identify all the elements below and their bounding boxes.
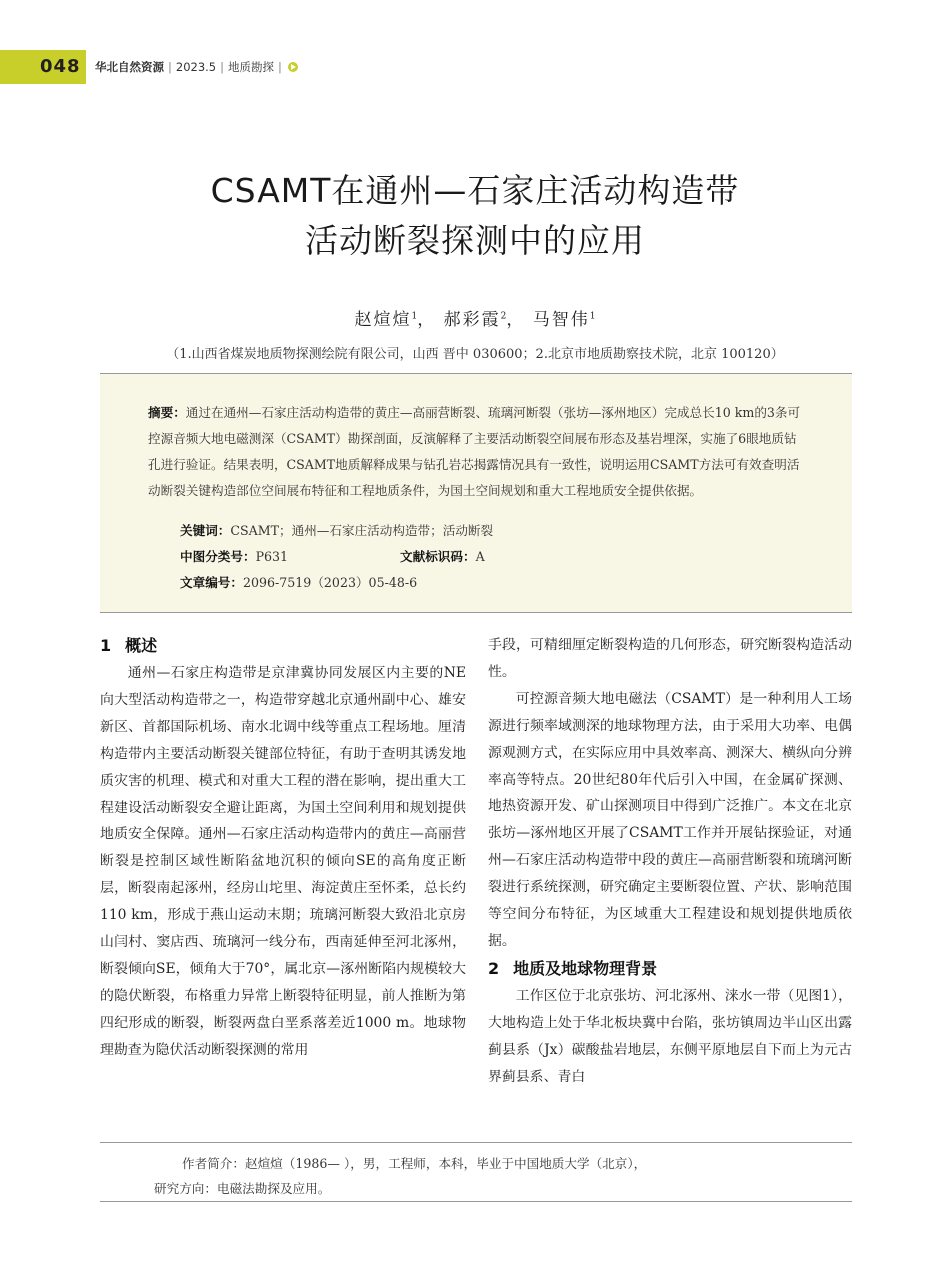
- section-title: 地质及地球物理背景: [513, 958, 658, 978]
- clc-line: [180, 546, 288, 565]
- header-separator: |: [278, 60, 282, 74]
- author-affil-mark: 1: [589, 311, 596, 322]
- body-column-left: [100, 632, 466, 1064]
- page-header: [0, 50, 950, 84]
- clc-value: P631: [255, 549, 289, 564]
- abstract-box: [100, 373, 852, 613]
- body-column-right: [488, 632, 852, 1091]
- journal-name: 华北自然资源: [95, 60, 164, 74]
- author-affil-mark: 1: [411, 311, 418, 322]
- article-title-line1: CSAMT在通州—石家庄活动构造带: [210, 171, 740, 210]
- keywords-value: CSAMT；通州—石家庄活动构造带；活动断裂: [230, 523, 494, 538]
- clc-label: 中图分类号：: [180, 549, 256, 564]
- journal-section: 地质勘探: [228, 60, 274, 74]
- article-no-line: [180, 572, 417, 591]
- section-heading: [100, 632, 466, 660]
- header-separator: |: [220, 60, 224, 74]
- header-separator: |: [168, 60, 172, 74]
- author-name: 郝彩霞: [443, 310, 501, 330]
- journal-issue: 2023.5: [175, 60, 217, 74]
- doc-code-label: 文献标识码：: [400, 549, 476, 564]
- running-head: [95, 59, 298, 75]
- author-name: 赵煊煊: [354, 310, 412, 330]
- abstract-label: 摘要：: [148, 405, 186, 420]
- abstract-paragraph: [148, 400, 808, 504]
- footnote-line: 作者简介：赵煊煊（1986— ），男，工程师，本科，毕业于中国地质大学（北京），: [182, 1156, 647, 1171]
- author-footnote: [100, 1142, 852, 1202]
- keywords-line: [180, 520, 493, 539]
- affiliations: （1.山西省煤炭地质物探测绘院有限公司，山西 晋中 030600；2.北京市地质勘察技术院，北京 100120）: [166, 347, 784, 362]
- author-affil-mark: 2: [500, 311, 507, 322]
- play-circle-icon: [288, 62, 298, 72]
- section-number: 2: [488, 958, 500, 978]
- author-list: 赵煊煊$^1$， 郝彩霞$^2$， 马智伟$^1$: [354, 310, 596, 330]
- article-no-label: 文章编号：: [180, 575, 243, 590]
- article-title-line2: 活动断裂探测中的应用: [305, 221, 645, 260]
- body-paragraph: 通州—石家庄构造带是京津冀协同发展区内主要的NE向大型活动构造带之一，构造带穿越北京通州副中心、雄安新区、首都国际机场、南水北调中线等重点工程场地。厘清构造带内主要活动断裂关键部位特征，有助于查明其诱发地质灾害的机理、模式和对重大工程的潜在影响，提出重大工程建设活动断裂安全避让距离，为国土空间利用和规划提供地质安全保障。通州—石家庄活动构造带内的黄庄—高丽营断裂是控制区域性断陷盆地沉积的倾向SE的高角度正断层，断裂南起涿州，经房山坨里、海淀黄庄至怀柔，总长约110 km，形成于燕山运动末期；琉璃河断裂大致沿北京房山闫村、窦店西、琉璃河一线分布，西南延伸至河北涿州，断裂倾向SE，倾角大于70°，属北京—涿州断陷内规模较大的隐伏断裂，布格重力异常上断裂特征明显，前人推断为第四纪形成的断裂，断裂两盘白垩系落差近1000 m。地球物理勘查为隐伏活动断裂探测的常用: [100, 665, 466, 1058]
- keywords-label: 关键词：: [180, 523, 231, 538]
- section-heading: [488, 955, 852, 983]
- article-no-value: 2096-7519（2023）05-48-6: [242, 575, 418, 590]
- body-paragraph: 工作区位于北京张坊、河北涿州、涞水一带（见图1），大地构造上处于华北板块冀中台陷，张坊镇周边半山区出露蓟县系（Jx）碳酸盐岩地层，东侧平原地层自下而上为元古界蓟县系、青白: [488, 987, 852, 1085]
- section-number: 1: [100, 636, 112, 655]
- body-paragraph: 手段，可精细厘定断裂构造的几何形态，研究断裂构造活动性。: [488, 637, 852, 680]
- abstract-text: 通过在通州—石家庄活动构造带的黄庄—高丽营断裂、琉璃河断裂（张坊—涿州地区）完成总长10 km的3条可控源音频大地电磁测深（CSAMT）勘探剖面，反演解释了主要活动断裂空间展布形态及基岩埋深，实施了6眼地质钻孔进行验证。结果表明，CSAMT地质解释成果与钻孔岩芯揭露情况具有一致性，说明运用CSAMT方法可有效查明活动断裂关键构造部位空间展布特征和工程地质条件，为国土空间规划和重大工程地质安全提供依据。: [148, 405, 801, 498]
- body-paragraph: 可控源音频大地电磁法（CSAMT）是一种利用人工场源进行频率域测深的地球物理方法，由于采用大功率、电偶源观测方式，在实际应用中具效率高、测深大、横纵向分辨率高等特点。20世纪80年代后引入中国，在金属矿探测、地热资源开发、矿山探测项目中得到广泛推广。本文在北京张坊—涿州地区开展了CSAMT工作并开展钻探验证，对通州—石家庄活动构造带中段的黄庄—高丽营断裂和琉璃河断裂进行系统探测，研究确定主要断裂位置、产状、影响范围等空间分布特征，为区域重大工程建设和规划提供地质依据。: [488, 690, 852, 949]
- section-title: 概述: [125, 636, 158, 655]
- doc-code-line: [400, 546, 485, 565]
- author-name: 马智伟: [532, 310, 590, 330]
- doc-code-value: A: [475, 549, 485, 564]
- footnote-line: 研究方向：电磁法勘探及应用。: [154, 1181, 331, 1196]
- page-number: 048: [40, 56, 81, 77]
